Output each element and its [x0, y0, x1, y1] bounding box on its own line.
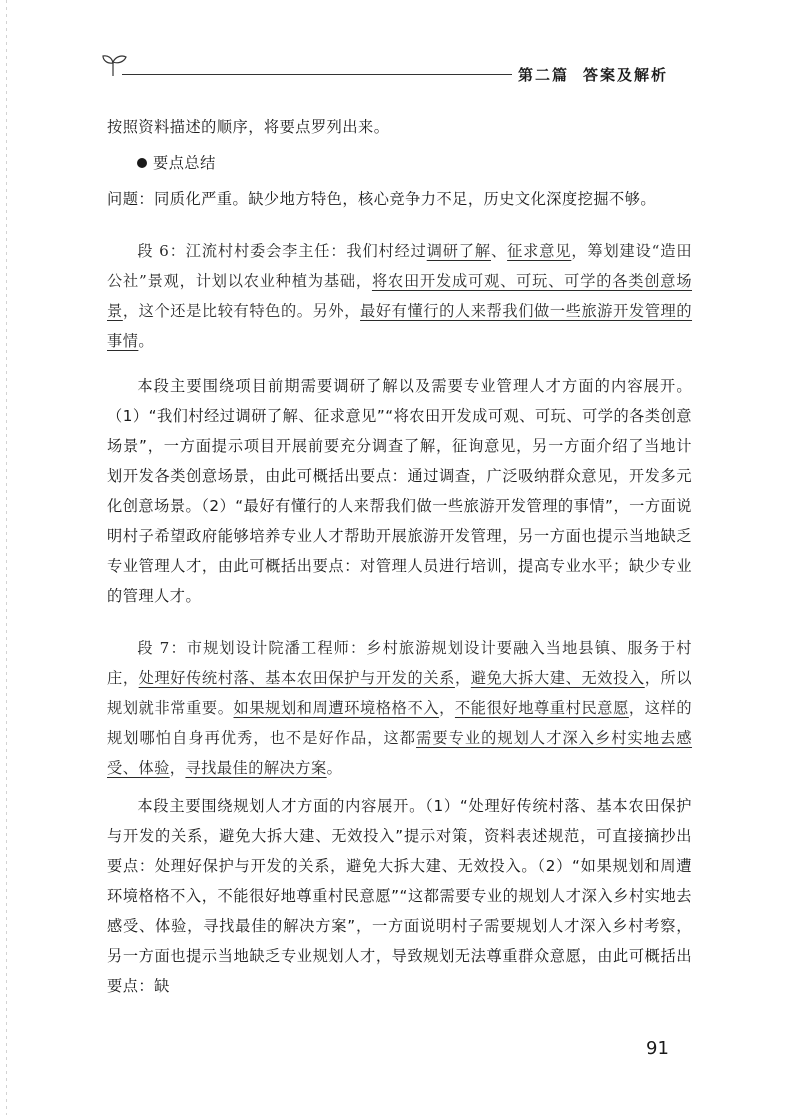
analysis-paragraph-6: 本段主要围绕项目前期需要调研了解以及需要专业管理人才方面的内容展开。（1）“我们村经过调研了解、征求意见”“将农田开发成可观、可玩、可学的各类创意场景”，一方面提示项目开展前要充分调查了解，征询意见，另一方面介绍了当地计划开发各类创意场景，由此可概括出要点：通过调查，广泛吸纳群众意见，开发多元化创意场景。（2）“最好有懂行的人来帮我们做一些旅游开发管理的事情”，一方面说明村子希望政府能够培养专业人才帮助开展旅游开发管理，另一方面也提示当地缺乏专业管理人才，由此可概括出要点：对管理人员进行培训，提高专业水平；缺少专业的管理人才。 — [107, 377, 692, 605]
quote-text: ， — [439, 699, 455, 717]
quote-text: ，这个还是比较有特色的。另外， — [122, 302, 361, 320]
page-number: 91 — [646, 1038, 669, 1059]
quote-text: ， — [169, 759, 186, 777]
underlined-phrase: 征求意见 — [507, 242, 572, 260]
quote-text: 、 — [490, 242, 508, 260]
underlined-phrase: 不能很好地尊重村民意愿 — [454, 699, 629, 717]
analysis-paragraph-7: 本段主要围绕规划人才方面的内容展开。（1）“处理好传统村落、基本农田保护与开发的关系，避免大拆大建、无效投入”提示对策，资料表述规范，可直接摘抄出要点：处理好保护与开发的关系，避免大拆大建、无效投入。（2）“如果规划和周遭环境格格不入，不能很好地尊重村民意愿”“这都需要专业的规划人才深入乡村实地去感受、体验，寻找最佳的解决方案”，一方面说明村子需要规划人才深入乡村考察，另一方面也提示当地缺乏专业规划人才，导致规划无法尊重群众意愿，由此可概括出要点：缺 — [107, 797, 692, 995]
underlined-phrase: 避免大拆大建、无效投入 — [470, 669, 645, 687]
section-title — [518, 64, 668, 85]
quote-text: ， — [454, 669, 471, 687]
quote-text: 。 — [326, 759, 343, 777]
quote-text: 段 6：江流村村委会李主任：我们村经过 — [137, 242, 427, 260]
bullet-icon — [137, 158, 147, 168]
underlined-phrase: 调研了解 — [426, 242, 491, 260]
page-body — [107, 112, 692, 1001]
underlined-phrase: 最好有懂行的人来帮我们做一些旅游开发管理的事情 — [107, 302, 693, 350]
underlined-phrase: 需要专业的规划人才深入乡村实地去感受、体验 — [107, 729, 693, 777]
binding-margin — [6, 0, 12, 1115]
quote-paragraph-7 — [107, 633, 692, 783]
summary-text: 问题：同质化严重。缺少地方特色，核心竞争力不足，历史文化深度挖掘不够。 — [107, 190, 657, 208]
section-label: 答案及解析 — [583, 66, 669, 84]
underlined-phrase: 处理好传统村落、基本农田保护与开发的关系 — [138, 669, 455, 687]
part-label: 第二篇 — [518, 66, 570, 84]
quote-paragraph-6 — [107, 236, 692, 356]
underlined-phrase: 将农田开发成可观、可玩、可学的各类创意场景 — [107, 272, 693, 320]
quote-text: ，筹划建设“造田公社”景观，计划以农业种植为基础， — [107, 242, 693, 290]
summary-heading: 要点总结 — [153, 154, 216, 172]
quote-text: 段 7：市规划设计院潘工程师：乡村旅游规划设计要融入当地县镇、服务于村庄， — [107, 639, 692, 687]
quote-text: 。 — [138, 332, 155, 350]
underlined-phrase: 如果规划和周遭环境格格不入 — [233, 699, 440, 717]
summary-heading-row — [107, 148, 692, 178]
sprout-icon — [100, 50, 130, 80]
intro-line: 按照资料描述的顺序，将要点罗列出来。 — [107, 118, 390, 136]
page-header — [100, 50, 690, 90]
underlined-phrase: 寻找最佳的解决方案 — [185, 759, 327, 777]
header-rule — [122, 74, 512, 75]
quote-text: ，所以规划就非常重要。 — [107, 669, 693, 717]
quote-text: ，这样的规划哪怕自身再优秀，也不是好作品，这都 — [107, 699, 693, 747]
